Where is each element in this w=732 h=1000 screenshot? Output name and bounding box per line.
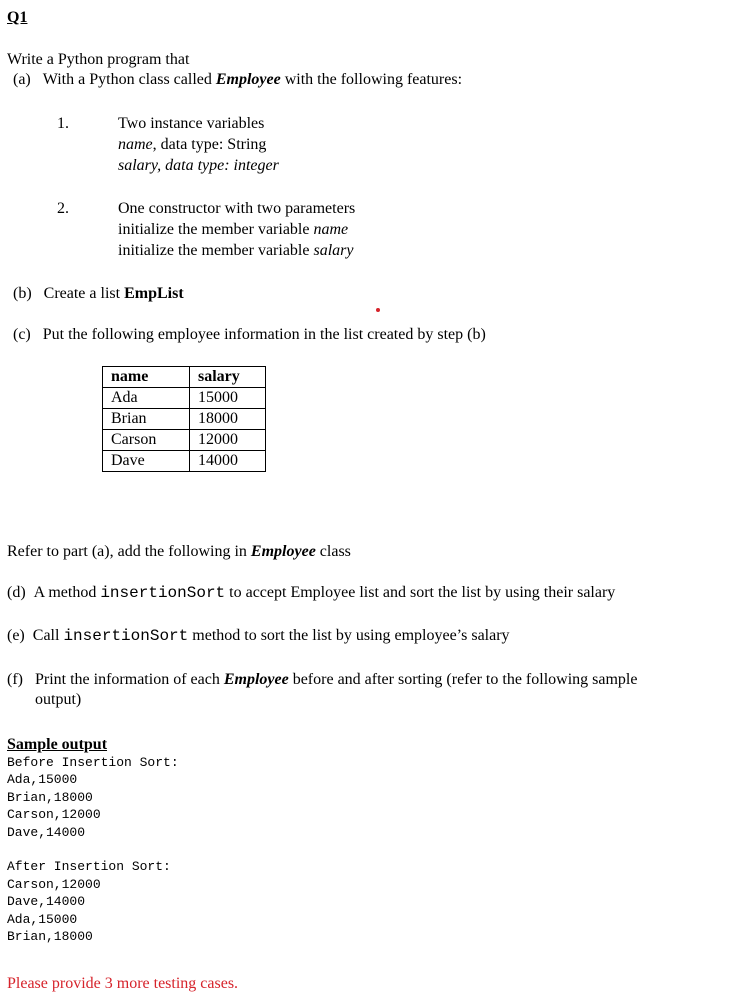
part-e bbox=[7, 626, 510, 646]
part-d bbox=[7, 583, 615, 603]
table-header-row bbox=[103, 367, 266, 388]
table-row bbox=[103, 430, 266, 451]
item2-line2-text: initialize the member variable bbox=[118, 221, 314, 238]
part-f-line2: output) bbox=[35, 691, 82, 708]
part-d-code: insertionSort bbox=[100, 584, 226, 602]
table-cell-salary: 12000 bbox=[190, 430, 266, 451]
part-c-label: (c) bbox=[13, 326, 31, 343]
part-e-text-before: Call bbox=[32, 627, 64, 644]
part-b-label: (b) bbox=[13, 285, 32, 302]
table-cell-name: Carson bbox=[103, 430, 190, 451]
employee-table bbox=[102, 366, 266, 472]
part-f-class-name: Employee bbox=[223, 671, 289, 688]
item1-line2-italic: name bbox=[118, 136, 153, 153]
part-c-text: Put the following employee information in the list created by step (b) bbox=[42, 326, 486, 343]
part-f-text-before: Print the information of each bbox=[34, 671, 224, 688]
item2-line1: One constructor with two parameters bbox=[118, 200, 356, 217]
item2-line2 bbox=[118, 220, 348, 240]
sample-output-title: Sample output bbox=[7, 736, 108, 753]
red-dot-mark bbox=[376, 308, 380, 312]
refer-class-name: Employee bbox=[250, 543, 316, 560]
sample-before-line: Carson,12000 bbox=[7, 807, 101, 822]
table-row bbox=[103, 409, 266, 430]
item2-line3-italic: salary bbox=[313, 242, 354, 259]
sample-before-line: Dave,14000 bbox=[7, 825, 86, 840]
item2-number: 2. bbox=[57, 200, 69, 217]
table-header-name: name bbox=[103, 367, 190, 388]
item1-line2 bbox=[118, 135, 266, 155]
sample-before-header: Before Insertion Sort: bbox=[7, 755, 179, 770]
table-row bbox=[103, 388, 266, 409]
part-e-text-after: method to sort the list by using employee’s salary bbox=[188, 627, 510, 644]
question-heading: Q1 bbox=[7, 9, 28, 26]
part-b bbox=[13, 284, 184, 304]
item2-line3-text: initialize the member variable bbox=[118, 242, 314, 259]
table-row bbox=[103, 451, 266, 472]
sample-after-line: Brian,18000 bbox=[7, 929, 93, 944]
item1-line1: Two instance variables bbox=[118, 115, 265, 132]
table-cell-name: Brian bbox=[103, 409, 190, 430]
part-a bbox=[13, 70, 462, 90]
testing-cases-note: Please provide 3 more testing cases. bbox=[7, 975, 239, 992]
item1-line2-rest: , data type: String bbox=[152, 136, 267, 153]
table-cell-salary: 15000 bbox=[190, 388, 266, 409]
part-e-label: (e) bbox=[7, 627, 25, 644]
part-a-label: (a) bbox=[13, 71, 31, 88]
refer-text-after: class bbox=[315, 543, 351, 560]
part-f bbox=[7, 670, 637, 690]
part-c bbox=[13, 325, 486, 345]
sample-after-line: Ada,15000 bbox=[7, 912, 78, 927]
sample-after-line: Carson,12000 bbox=[7, 877, 101, 892]
table-cell-name: Ada bbox=[103, 388, 190, 409]
part-a-text-after: with the following features: bbox=[280, 71, 463, 88]
sample-after-line: Dave,14000 bbox=[7, 894, 86, 909]
item2-line2-italic: name bbox=[313, 221, 349, 238]
item1-line3: salary, data type: integer bbox=[118, 157, 279, 174]
part-d-label: (d) bbox=[7, 584, 26, 601]
part-a-class-name: Employee bbox=[215, 71, 281, 88]
table-header-salary: salary bbox=[190, 367, 266, 388]
sample-after-header: After Insertion Sort: bbox=[7, 859, 171, 874]
item2-line3 bbox=[118, 241, 353, 261]
part-d-text-after: to accept Employee list and sort the list by using their salary bbox=[225, 584, 616, 601]
intro-text: Write a Python program that bbox=[7, 51, 190, 68]
table-cell-salary: 18000 bbox=[190, 409, 266, 430]
table-cell-name: Dave bbox=[103, 451, 190, 472]
part-f-label: (f) bbox=[7, 671, 23, 688]
part-e-code: insertionSort bbox=[63, 627, 189, 645]
refer-text-before: Refer to part (a), add the following in bbox=[7, 543, 251, 560]
part-b-bold: EmpList bbox=[124, 285, 184, 302]
part-b-text: Create a list bbox=[43, 285, 125, 302]
sample-before-line: Ada,15000 bbox=[7, 772, 78, 787]
part-a-text-before: With a Python class called bbox=[42, 71, 216, 88]
table-cell-salary: 14000 bbox=[190, 451, 266, 472]
refer-text bbox=[7, 542, 351, 562]
sample-before-line: Brian,18000 bbox=[7, 790, 93, 805]
part-d-text-before: A method bbox=[33, 584, 101, 601]
item1-number: 1. bbox=[57, 115, 69, 132]
part-f-text-after: before and after sorting (refer to the following sample bbox=[288, 671, 638, 688]
